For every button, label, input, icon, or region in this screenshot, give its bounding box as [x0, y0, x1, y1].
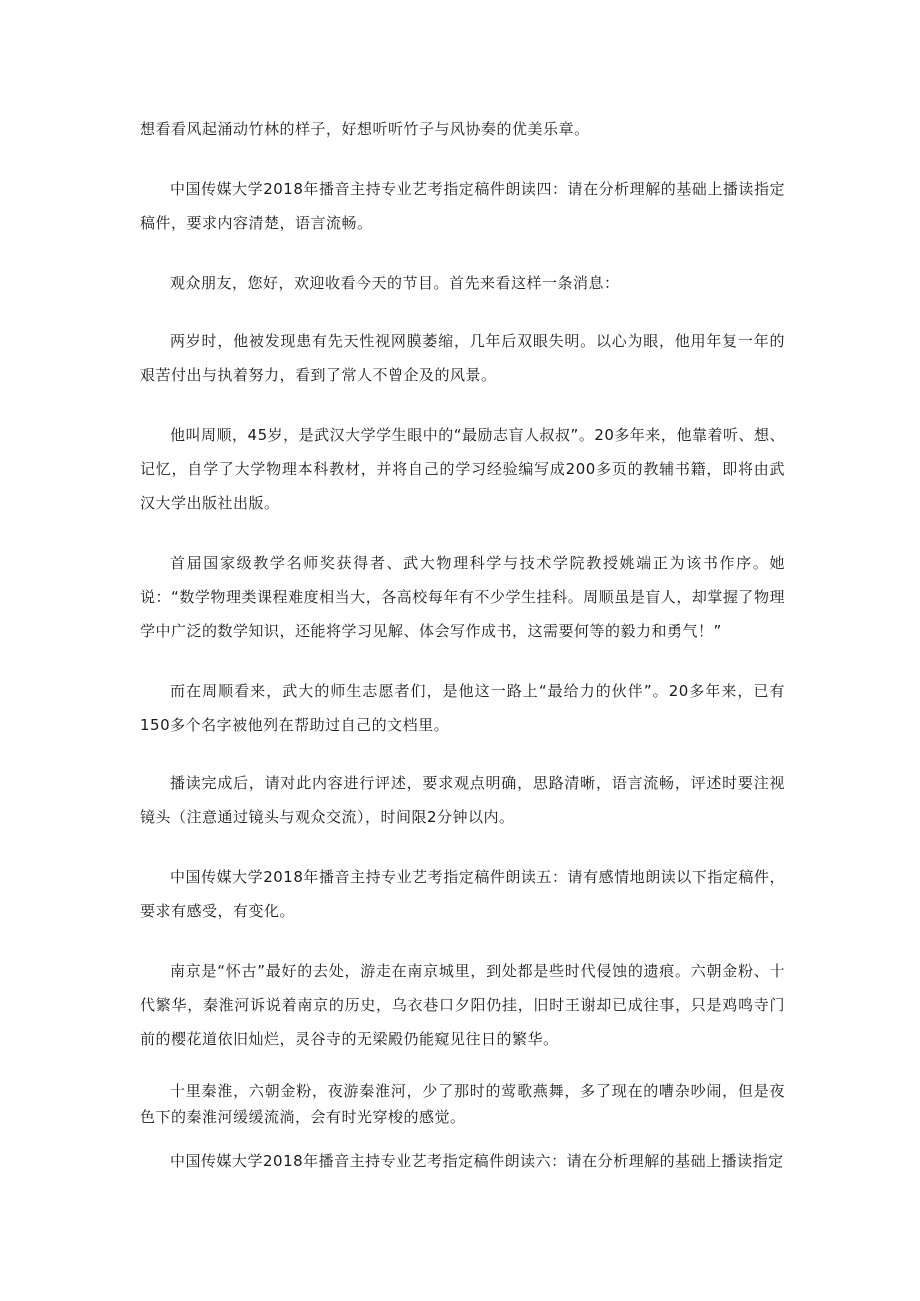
paragraph-8: 播读完成后，请对此内容进行评述，要求观点明确，思路清晰，语言流畅，评述时要注视镜头（注意通过镜头与观众交流），时间限2分钟以内。: [140, 774, 785, 826]
paragraph-7: 而在周顺看来，武大的师生志愿者们，是他这一路上“最给力的伙伴”。20多年来，已有150多个名字被他列在帮助过自己的文档里。: [140, 682, 785, 734]
paragraph-12: 中国传媒大学2018年播音主持专业艺考指定稿件朗读六：请在分析理解的基础上播读指定: [170, 1152, 784, 1170]
paragraph-1: 想看看风起涌动竹林的样子，好想听听竹子与风协奏的优美乐章。: [140, 120, 590, 138]
paragraph-10: 南京是“怀古”最好的去处，游走在南京城里，到处都是些时代侵蚀的遗痕。六朝金粉、十代繁华，秦淮河诉说着南京的历史，乌衣巷口夕阳仍挂，旧时王谢却已成往事，只是鸡鸣寺门前的樱花道依旧灿烂，灵谷寺的无梁殿仍能窥见往日的繁华。: [140, 962, 785, 1048]
paragraph-3: 观众朋友，您好，欢迎收看今天的节目。首先来看这样一条消息：: [170, 274, 620, 292]
paragraph-2: 中国传媒大学2018年播音主持专业艺考指定稿件朗读四：请在分析理解的基础上播读指定稿件，要求内容清楚，语言流畅。: [140, 180, 785, 232]
paragraph-6: 首届国家级教学名师奖获得者、武大物理科学与技术学院教授姚端正为该书作序。她说：“数学物理类课程难度相当大，各高校每年有不少学生挂科。周顺虽是盲人，却掌握了物理学中广泛的数学知识，还能将学习见解、体会写作成书，这需要何等的毅力和勇气！”: [140, 554, 785, 640]
paragraph-9: 中国传媒大学2018年播音主持专业艺考指定稿件朗读五：请有感情地朗读以下指定稿件，要求有感受，有变化。: [140, 868, 785, 920]
paragraph-4: 两岁时，他被发现患有先天性视网膜萎缩，几年后双眼失明。以心为眼，他用年复一年的艰苦付出与执着努力，看到了常人不曾企及的风景。: [140, 332, 785, 384]
paragraph-11: 十里秦淮，六朝金粉，夜游秦淮河，少了那时的莺歌燕舞，多了现在的嘈杂吵闹，但是夜色下的秦淮河缓缓流淌，会有时光穿梭的感觉。: [140, 1082, 785, 1126]
paragraph-5: 他叫周顺，45岁，是武汉大学学生眼中的“最励志盲人叔叔”。20多年来，他靠着听、想、记忆，自学了大学物理本科教材，并将自己的学习经验编写成200多页的教辅书籍，即将由武汉大学出版社出版。: [140, 426, 785, 512]
